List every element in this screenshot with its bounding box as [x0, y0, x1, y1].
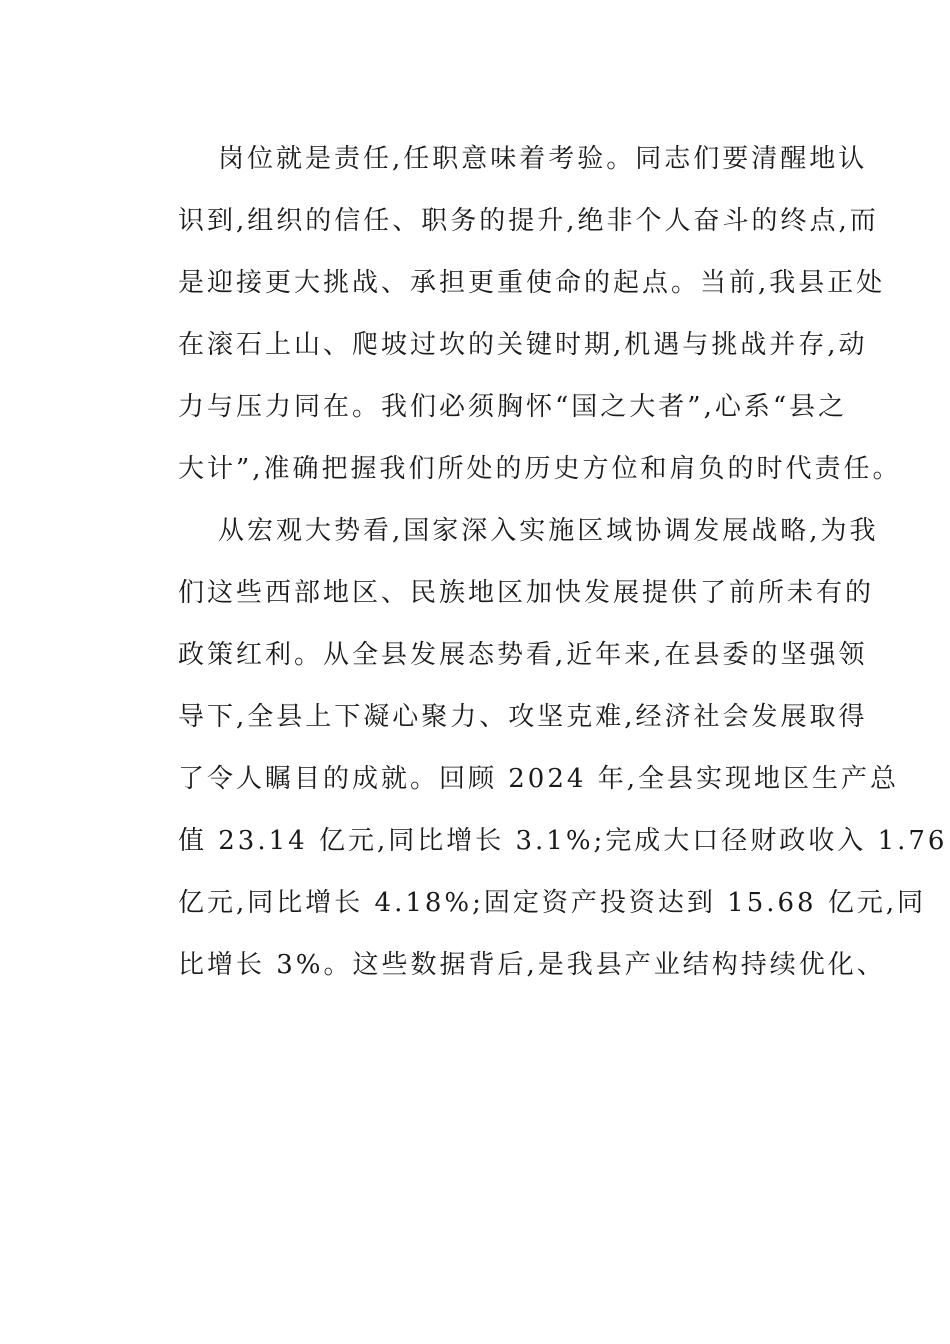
text-line: 大计”,准确把握我们所处的历史方位和肩负的时代责任。: [178, 454, 902, 484]
paragraph-1: [178, 128, 902, 500]
text-line: 值 23.14 亿元,同比增长 3.1%;完成大口径财政收入 1.76: [178, 826, 948, 856]
paragraph-2: [178, 500, 948, 996]
text-line: 政策红利。从全县发展态势看,近年来,在县委的坚强领: [178, 640, 868, 670]
text-line: 比增长 3%。这些数据背后,是我县产业结构持续优化、: [178, 950, 886, 980]
text-line: 是迎接更大挑战、承担更重使命的起点。当前,我县正处: [178, 268, 886, 298]
body-text: [178, 128, 948, 996]
text-line: 们这些西部地区、民族地区加快发展提供了前所未有的: [178, 578, 875, 608]
text-line: 亿元,同比增长 4.18%;固定资产投资达到 15.68 亿元,同: [178, 888, 927, 918]
text-line: 了令人瞩目的成就。回顾 2024 年,全县实现地区生产总: [178, 764, 899, 794]
text-line: 岗位就是责任,任职意味着考验。同志们要清醒地认: [218, 144, 868, 174]
text-line: 识到,组织的信任、职务的提升,绝非个人奋斗的终点,而: [178, 206, 879, 236]
text-line: 导下,全县上下凝心聚力、攻坚克难,经济社会发展取得: [178, 702, 868, 732]
text-line: 从宏观大势看,国家深入实施区域协调发展战略,为我: [218, 516, 879, 546]
text-line: 力与压力同在。我们必须胸怀“国之大者”,心系“县之: [178, 392, 848, 422]
text-line: 在滚石上山、爬坡过坎的关键时期,机遇与挑战并存,动: [178, 330, 868, 360]
